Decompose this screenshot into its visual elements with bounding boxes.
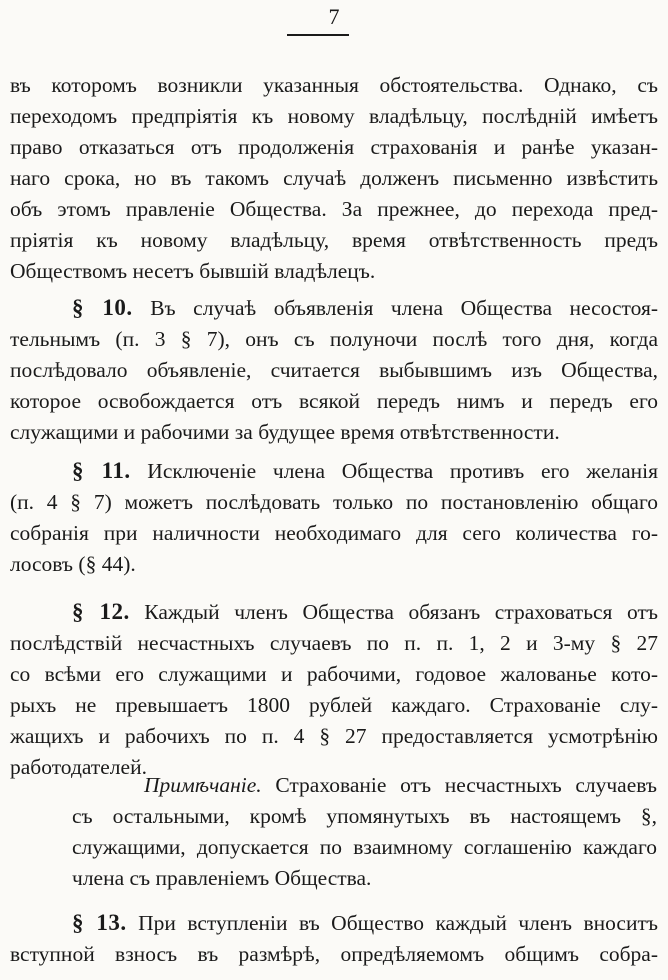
text-line: пріятія къ новому владѣльцу, время отвѣтственность предъ — [10, 228, 658, 252]
text-line: рыхъ не превышаетъ 1800 рублей каждаго. Страхованіе слу- — [10, 693, 658, 717]
text-line: которое освобождается отъ всякой передъ нимъ и передъ его — [10, 389, 658, 413]
text-line: Страхованіе отъ несчастныхъ случаевъ — [275, 773, 658, 797]
page-number: 7 — [328, 4, 340, 29]
text-line: Обществомъ несетъ бывшій владѣлецъ. — [10, 259, 376, 283]
section-number: § 10. — [72, 295, 133, 320]
text-line: съ остальными, кромѣ упомянутыхъ въ настоящемъ §, — [72, 804, 657, 828]
text-line: Въ случаѣ объявленія члена Общества несостоя- — [150, 296, 659, 320]
text-line: наго срока, но въ такомъ случаѣ долженъ письменно извѣстить — [10, 166, 658, 190]
text-line: тельнымъ (п. 3 § 7), онъ съ полуночи послѣ того дня, когда — [10, 327, 658, 351]
text-line: объ этомъ правленіе Общества. За прежнее, до перехода пред- — [10, 197, 658, 221]
text-line: члена съ правленіемъ Общества. — [72, 866, 372, 890]
text-line-first — [10, 455, 658, 487]
note-label: Примѣчаніе. — [144, 773, 262, 797]
text-line: жащихъ и рабочихъ по п. 4 § 27 предоставляется усмотрѣнію — [10, 724, 658, 748]
text-line: послѣдовало объявленіе, считается выбывшимъ изъ Общества, — [10, 358, 658, 382]
text-line: собранія при наличности необходимаго для сего количества го- — [10, 521, 658, 545]
text-line: со всѣми его служащими и рабочими, годовое жалованье кото- — [10, 662, 658, 686]
page-number-rule — [287, 34, 349, 36]
text-line: въ которомъ возникли указанныя обстоятельства. Однако, съ — [10, 73, 658, 97]
section-number: § 11. — [72, 458, 131, 483]
text-line: работодателей. — [10, 755, 147, 779]
paragraph-section-10 — [10, 292, 658, 448]
text-line: служащими и рабочими за будущее время отвѣтственности. — [10, 420, 560, 444]
text-line: служащими, допускается по взаимному соглашенію каждаго — [72, 835, 657, 859]
text-line-first — [10, 292, 658, 324]
text-line: право отказаться отъ продолженія страхованія и ранѣе указан- — [10, 135, 658, 159]
section-number: § 12. — [72, 599, 130, 624]
text-line: Исключеніе члена Общества противъ его желанія — [147, 459, 659, 483]
text-line: послѣдствій несчастныхъ случаевъ по п. п. 1, 2 и 3-му § 27 — [10, 631, 658, 655]
text-line: Каждый членъ Общества обязанъ страховаться отъ — [144, 600, 658, 624]
paragraph-continuation — [10, 70, 658, 287]
paragraph-section-11 — [10, 455, 658, 580]
text-line: вступной взносъ въ размѣрѣ, опредѣляемомъ общимъ собра- — [10, 942, 658, 966]
text-line: лосовъ (§ 44). — [10, 552, 136, 576]
paragraph-section-13 — [10, 907, 658, 970]
text-line-first — [10, 596, 658, 628]
text-line-first — [72, 770, 657, 801]
paragraph-section-12 — [10, 596, 658, 783]
text-line: (п. 4 § 7) можетъ послѣдовать только по постановленію общаго — [10, 490, 658, 514]
text-line: При вступленіи въ Общество каждый членъ вноситъ — [138, 911, 658, 935]
section-number: § 13. — [72, 910, 127, 935]
paragraph-note — [72, 770, 657, 894]
text-line: переходомъ предпріятія къ новому владѣльцу, послѣдній имѣетъ — [10, 104, 658, 128]
text-line-first — [10, 907, 658, 939]
